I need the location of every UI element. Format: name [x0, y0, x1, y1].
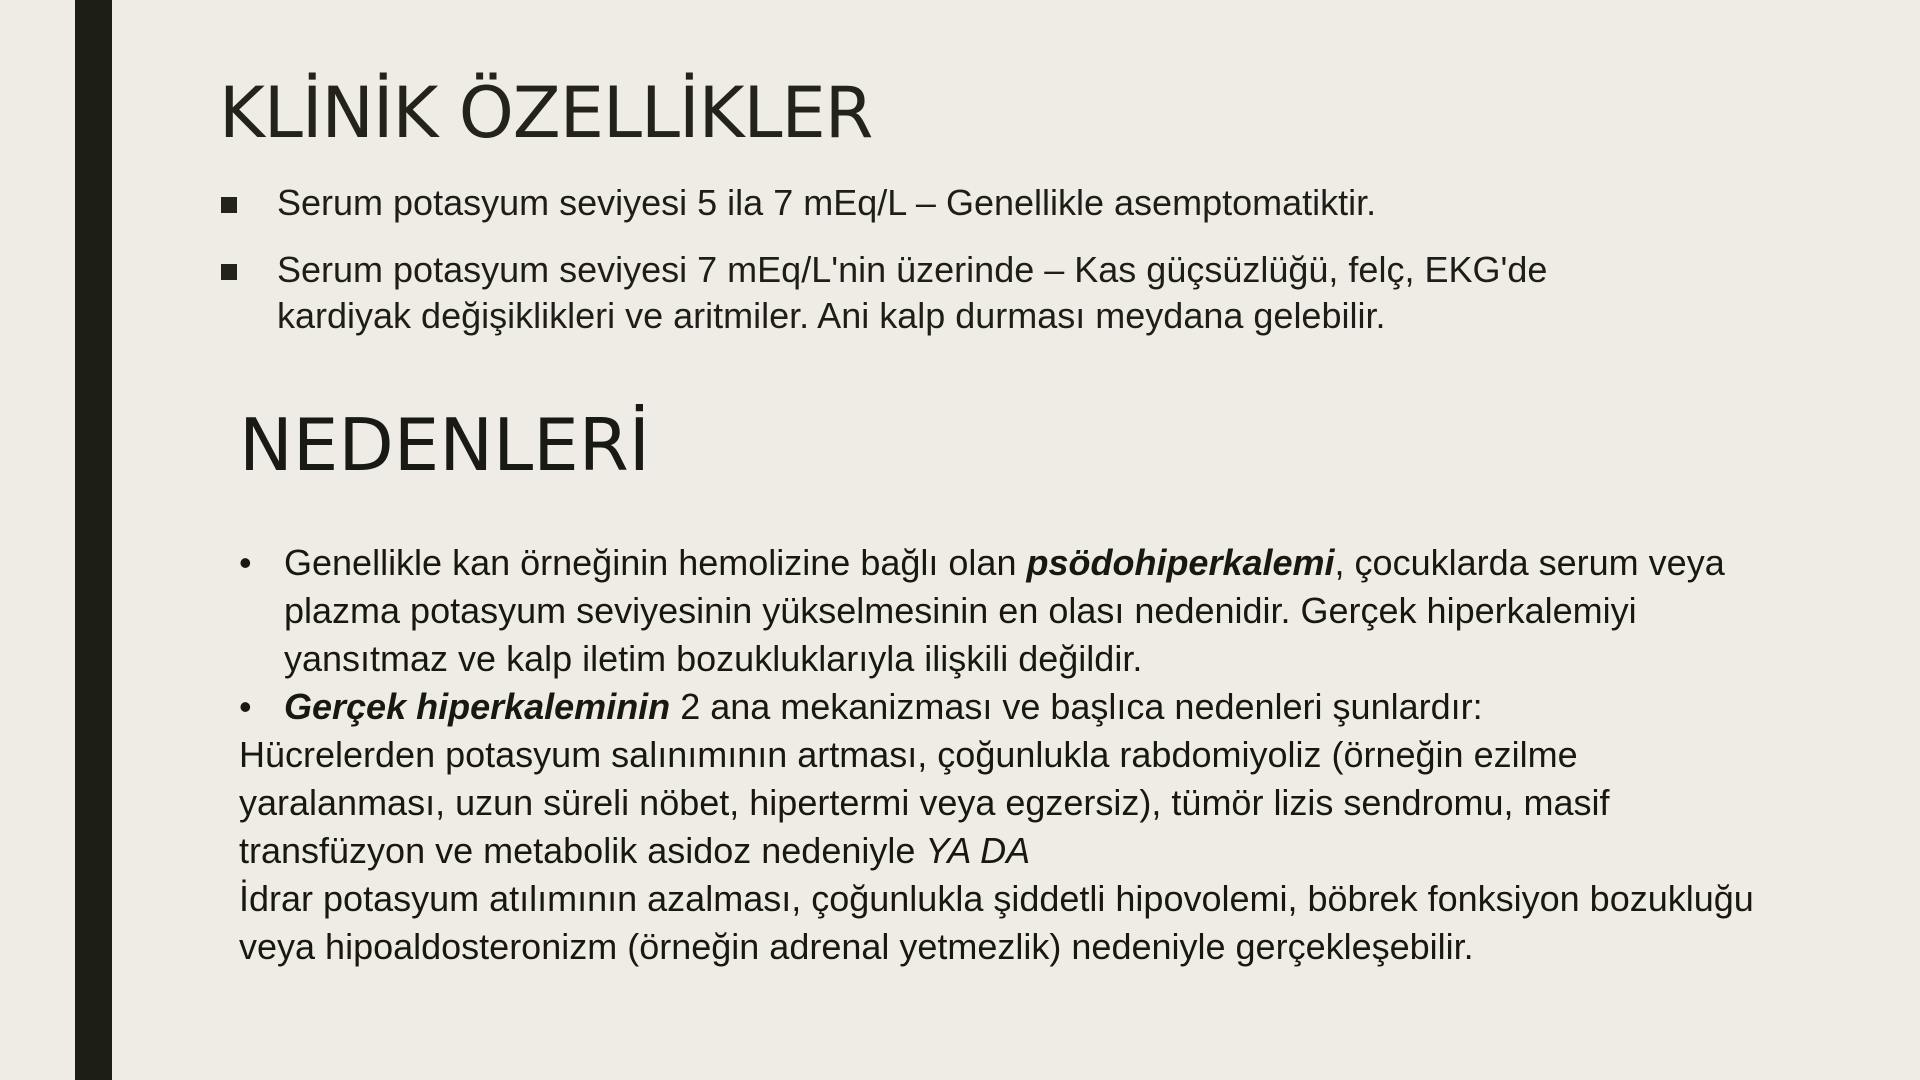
round-bullet-icon: • [239, 542, 252, 583]
causes-emphasis-term: psödohiperkalemi [1026, 542, 1335, 583]
causes-text-post: 2 ana mekanizması ve başlıca nedenleri şunlardır: [670, 686, 1483, 727]
causes-text-pre: Genellikle kan örneğinin hemolizine bağlı olan [284, 542, 1027, 583]
left-accent-bar [75, 0, 112, 1080]
clinical-feature-text: Serum potasyum seviyesi 5 ila 7 mEq/L – Genellikle asemptomatiktir. [277, 182, 1377, 223]
clinical-feature-text: Serum potasyum seviyesi 7 mEq/L'nin üzerinde – Kas güçsüzlüğü, felç, EKG'de kardiyak değişiklikleri ve aritmiler. Ani kalp durması meydana gelebilir. [277, 249, 1548, 336]
clinical-feature-item [219, 247, 1669, 339]
square-bullet-icon [221, 197, 237, 213]
title-causes: NEDENLERİ [239, 403, 651, 487]
causes-section [239, 539, 1759, 971]
causes-emphasis-term: Gerçek hiperkaleminin [284, 686, 671, 727]
round-bullet-icon: • [239, 686, 252, 727]
clinical-features-list [219, 180, 1669, 360]
mechanism-text: Hücrelerden potasyum salınımının artması, çoğunlukla rabdomiyoliz (örneğin ezilme yaralanması, uzun süreli nöbet, hipertermi veya egzersiz), tümör lizis sendromu, masif transfüzyon ve metabolik asidoz nedeniyle [239, 734, 1610, 871]
causes-bullet-item [239, 539, 1759, 683]
clinical-feature-item [219, 180, 1669, 226]
mechanism-paragraph-2: İdrar potasyum atılımının azalması, çoğunlukla şiddetli hipovolemi, böbrek fonksiyon bozukluğu veya hipoaldosteronizm (örneğin adrenal yetmezlik) nedeniyle gerçekleşebilir. [239, 878, 1754, 967]
causes-text-post: , çocuklarda serum veya plazma potasyum seviyesinin yükselmesinin en olası nedenidir. Gerçek hiperkalemiyi yansıtmaz ve kalp iletim bozukluklarıyla ilişkili değildir. [284, 542, 1725, 679]
mechanism-italic-or: YA DA [925, 830, 1031, 871]
mechanism-paragraph-1 [239, 731, 1759, 875]
causes-bullet-item [239, 683, 1759, 731]
title-clinical-features: KLİNİK ÖZELLİKLER [219, 72, 873, 154]
square-bullet-icon [221, 264, 237, 280]
